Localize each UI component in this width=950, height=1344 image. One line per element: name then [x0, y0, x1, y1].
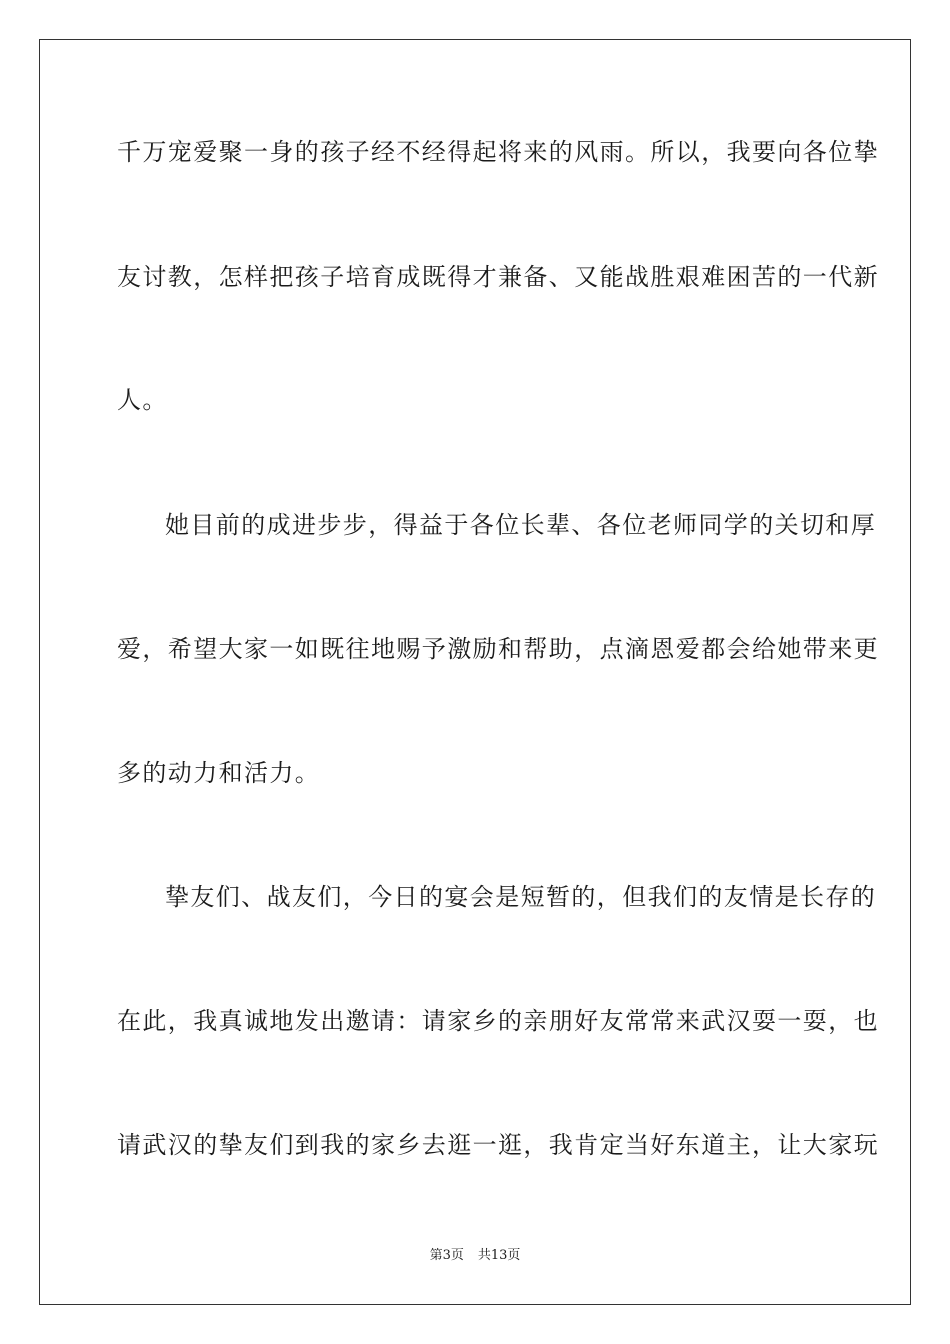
- body-text-line: 友讨教，怎样把孩子培育成既得才兼备、又能战胜艰难困苦的一代新: [117, 263, 879, 291]
- body-text-line: 请武汉的挚友们到我的家乡去逛一逛，我肯定当好东道主，让大家玩: [117, 1131, 879, 1159]
- paragraph-start-line: 她目前的成进步步，得益于各位长辈、各位老师同学的关切和厚: [165, 511, 877, 539]
- body-text-line: 在此，我真诚地发出邀请：请家乡的亲朋好友常常来武汉耍一耍，也: [117, 1007, 879, 1035]
- paragraph-start-line: 挚友们、战友们，今日的宴会是短暂的，但我们的友情是长存的: [165, 883, 877, 911]
- page-border: [39, 39, 911, 1305]
- total-pages: 共13页: [477, 1248, 521, 1263]
- body-text-line: 多的动力和活力。: [117, 759, 321, 787]
- page-footer: [0, 1247, 950, 1265]
- page-number: 第3页: [429, 1248, 464, 1263]
- body-text-line: 人。: [117, 386, 168, 414]
- body-text-line: 爱，希望大家一如既往地赐予激励和帮助，点滴恩爱都会给她带来更: [117, 635, 879, 663]
- body-text-line: 千万宠爱聚一身的孩子经不经得起将来的风雨。所以，我要向各位挚: [117, 138, 879, 166]
